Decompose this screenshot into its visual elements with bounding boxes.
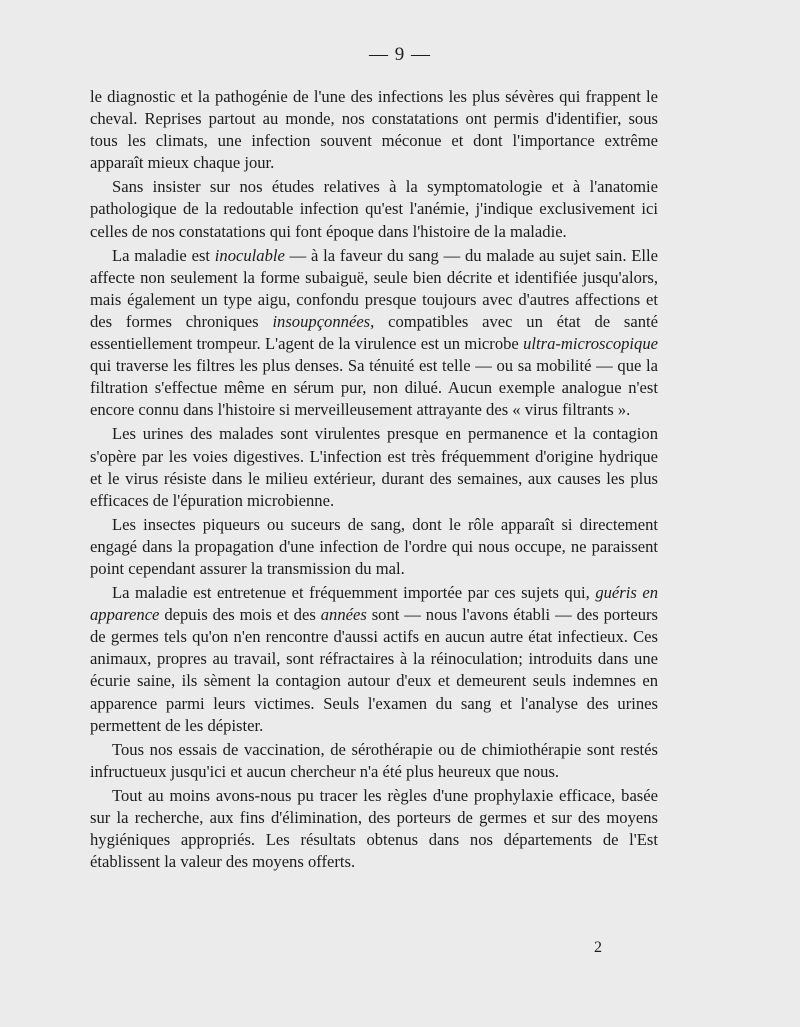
paragraph-text: Les urines des malades sont virulentes presque en permanence et la contagion s'opère par les voies digestives. L'infection est très fréquemment d'origine hydrique et le virus résiste dans le milieu extérieur, durant des semaines, aux causes les plus efficaces de l'épuration microbienne.: [90, 424, 658, 510]
emphasized-text: guéris en apparence: [90, 583, 658, 625]
paragraph-text: depuis des mois et des: [159, 605, 321, 625]
paragraph-text: , compatibles avec un état de santé essentiellement trompeur. L'agent de la virulence est un microbe: [90, 311, 659, 354]
paragraph: [90, 785, 658, 873]
paragraph-text: La maladie est: [112, 245, 215, 265]
emphasized-text: inoculable: [214, 245, 285, 265]
paragraph-text: La maladie est entretenue et fréquemment importée par ces sujets qui,: [112, 583, 596, 603]
body-text: [90, 86, 658, 875]
paragraph-text: — à la faveur du sang — du malade au sujet sain. Elle affecte non seulement la forme subaiguë, seule bien décrite et identifiée jusqu'alors, mais également un type aigu, confondu presque toujours avec d'autres affections et des formes chroniques: [90, 245, 658, 331]
paragraph-text: Sans insister sur nos études relatives à la symptomatologie et à l'anatomie pathologique de la redoutable infection qu'est l'anémie, j'indique exclusivement ici celles de nos constatations qui font époque dans l'histoire de la maladie.: [90, 177, 658, 241]
emphasized-text: insoupçonnées: [272, 311, 371, 331]
paragraph: [90, 86, 658, 174]
signature-mark: 2: [594, 939, 602, 956]
paragraph-text: Les insectes piqueurs ou suceurs de sang, dont le rôle apparaît si directement engagé dans la propagation d'une infection de l'ordre qui nous occupe, ne paraissent point cependant assurer la transmission du mal.: [90, 514, 658, 578]
page-number: — 9 —: [369, 44, 431, 65]
paragraph: [90, 176, 658, 242]
paragraph-text: Tous nos essais de vaccination, de sérothérapie ou de chimiothérapie sont restés infructueux jusqu'ici et aucun chercheur n'a été plus heureux que nous.: [90, 739, 658, 781]
paragraph-text: Tout au moins avons-nous pu tracer les règles d'une prophylaxie efficace, basée sur la recherche, aux fins d'élimination, des porteurs de germes et sur des moyens hygiéniques appropriés. Les résultats obtenus dans nos départements de l'Est établissent la valeur des moyens offerts.: [90, 785, 658, 872]
paragraph: [90, 245, 658, 422]
paragraph-text: sont — nous l'avons établi — des porteurs de germes tels qu'on n'en rencontre d'aussi actifs en aucun autre état infectieux. Ces animaux, propres au travail, sont réfractaires à la réinoculation; introduits dans une écurie saine, ils sèment la contagion autour d'eux et demeurent seuls indemnes en apparence parmi leurs victimes. Seuls l'examen du sang et l'analyse des urines permettent de les dépister.: [90, 605, 658, 735]
emphasized-text: ultra-microscopique: [523, 334, 658, 354]
emphasized-text: années: [320, 605, 367, 625]
paragraph-text: le diagnostic et la pathogénie de l'une des infections les plus sévères qui frappent le cheval. Reprises partout au monde, nos constatations ont permis d'identifier, sous tous les climats, une infection souvent méconue et dont l'importance extrême apparaît mieux chaque jour.: [90, 87, 658, 173]
paragraph: [90, 739, 658, 783]
paragraph: [90, 514, 658, 580]
paragraph: [90, 423, 658, 511]
paragraph-text: qui traverse les filtres les plus denses. Sa ténuité est telle — ou sa mobilité — que la filtration s'effectue même en sérum pur, non dilué. Aucun exemple analogue n'est encore connu dans l'histoire si merveilleusement attrayante des « virus filtrants ».: [90, 356, 658, 420]
paragraph: [90, 582, 658, 737]
